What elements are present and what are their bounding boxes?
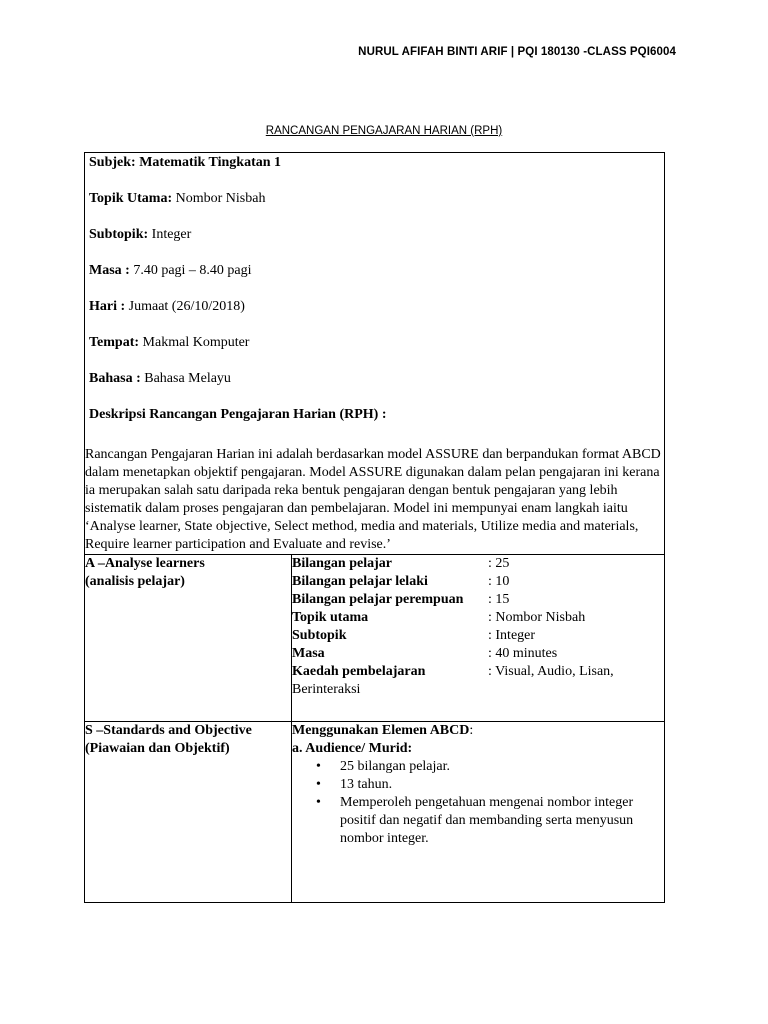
hari-line <box>85 298 664 316</box>
kv-key: Subtopik <box>292 628 347 643</box>
deskripsi-heading <box>85 406 664 424</box>
standards-label-en: S –Standards and Objective <box>85 723 252 738</box>
masa-line <box>85 262 664 280</box>
abcd-heading-colon: : <box>469 723 474 738</box>
analyse-row <box>85 555 665 722</box>
analyse-kv-row <box>292 573 664 591</box>
analyse-detail-cell <box>292 555 665 722</box>
tempat-value: Makmal Komputer <box>142 335 250 350</box>
subtopik-line <box>85 226 664 244</box>
topik-value: Nombor Nisbah <box>175 191 266 206</box>
subjek-line <box>85 154 664 172</box>
hari-value: Jumaat (26/10/2018) <box>128 299 245 314</box>
bahasa-label: Bahasa : <box>89 371 141 386</box>
kv-value: : 15 <box>488 592 510 607</box>
analyse-label-en: A –Analyse learners <box>85 556 205 571</box>
kv-key: Bilangan pelajar <box>292 556 392 571</box>
analyse-continuation: Berinteraksi <box>292 682 361 697</box>
kv-key: Topik utama <box>292 610 369 625</box>
deskripsi-text: Rancangan Pengajaran Harian ini adalah berdasarkan model ASSURE dan berpandukan format ABCD dalam menetapkan objektif pengajaran. Model ASSURE digunakan dalam pelan pengajaran ini kerana ia merupakan salah satu daripada reka bentuk pengajaran dengan bentuk pengajaran yang lebih sistematik dalam proses pengajaran dan pembelajaran. Model ini mempunyai enam langkah iaitu ‘Analyse learner, State objective, Select method, media and materials, Utilize media and materials, Require learner participation and Evaluate and revise.’ <box>85 447 661 552</box>
topik-line <box>85 190 664 208</box>
kv-value: : 10 <box>488 574 510 589</box>
subtopik-value: Integer <box>151 227 192 242</box>
subjek-value: Matematik Tingkatan 1 <box>139 155 282 170</box>
rph-table <box>84 152 665 903</box>
kv-value: : 40 minutes <box>488 646 558 661</box>
masa-label: Masa : <box>89 263 130 278</box>
kv-value: : Nombor Nisbah <box>488 610 586 625</box>
abcd-heading <box>292 722 664 740</box>
analyse-kv-row <box>292 645 664 663</box>
topik-label: Topik Utama: <box>89 191 173 206</box>
kv-key: Masa <box>292 646 325 661</box>
hari-label: Hari : <box>89 299 126 314</box>
subjek-label: Subjek: <box>89 155 136 170</box>
bahasa-line <box>85 370 664 388</box>
kv-value: : Visual, Audio, Lisan, <box>488 664 614 679</box>
audience-heading: a. Audience/ Murid: <box>292 741 413 756</box>
analyse-kv-row <box>292 627 664 645</box>
kv-key: Kaedah pembelajaran <box>292 664 426 679</box>
standards-detail-cell <box>292 722 665 903</box>
kv-key: Bilangan pelajar perempuan <box>292 592 464 607</box>
deskripsi-label: Deskripsi Rancangan Pengajaran Harian (RPH) : <box>89 407 387 422</box>
masa-value: 7.40 pagi – 8.40 pagi <box>133 263 252 278</box>
tempat-label: Tempat: <box>89 335 140 350</box>
standards-row <box>85 722 665 903</box>
bahasa-value: Bahasa Melayu <box>144 371 231 386</box>
audience-list <box>292 758 664 848</box>
info-cell <box>85 153 665 555</box>
list-item: • 13 tahun. <box>340 776 664 794</box>
standards-label-cell <box>85 722 292 903</box>
kv-value: : 25 <box>488 556 510 571</box>
analyse-label-cell <box>85 555 292 722</box>
abcd-heading-text: Menggunakan Elemen ABCD <box>292 723 470 738</box>
info-row <box>85 153 665 555</box>
list-item: • 25 bilangan pelajar. <box>340 758 664 776</box>
subtopik-label: Subtopik: <box>89 227 149 242</box>
tempat-line <box>85 334 664 352</box>
analyse-label-ms: (analisis pelajar) <box>85 574 185 589</box>
analyse-kv-row <box>292 555 664 573</box>
kv-value: : Integer <box>488 628 536 643</box>
analyse-kv-row <box>292 663 664 681</box>
standards-label-ms: (Piawaian dan Objektif) <box>85 741 230 756</box>
kv-key: Bilangan pelajar lelaki <box>292 574 428 589</box>
document-title: RANCANGAN PENGAJARAN HARIAN (RPH) <box>265 125 503 137</box>
list-item: • Memperoleh pengetahuan mengenai nombor integer positif dan negatif dan membanding serta menyusun nombor integer. <box>340 794 664 848</box>
analyse-kv-row <box>292 609 664 627</box>
analyse-kv-row <box>292 591 664 609</box>
page-header: NURUL AFIFAH BINTI ARIF | PQI 180130 -CLASS PQI6004 <box>358 46 676 58</box>
